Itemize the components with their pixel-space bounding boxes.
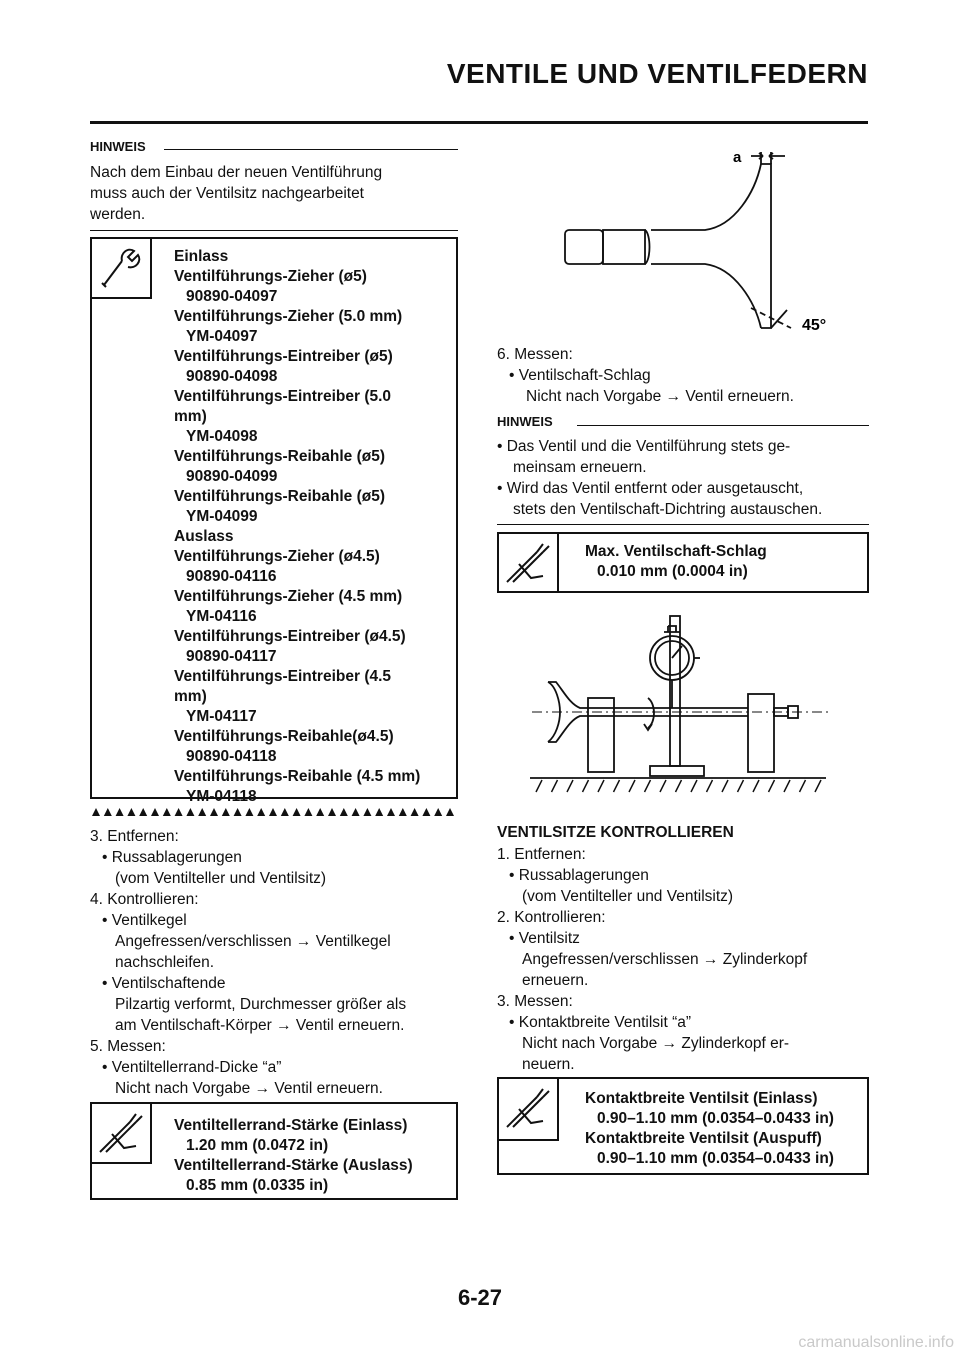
step-text: Nicht nach Vorgabe → Zylinderkopf er-	[522, 1035, 790, 1052]
watermark: carmanualsonline.info	[798, 1334, 954, 1351]
tool-number: 90890-04117	[186, 648, 277, 665]
tool-name: Ventilführungs-Eintreiber (5.0	[174, 388, 392, 405]
ground-hatch	[629, 780, 635, 792]
ground-hatch	[722, 780, 728, 792]
spec-label: Kontaktbreite Ventilsit (Auspuff)	[585, 1130, 822, 1147]
tool-number: YM-04097	[186, 328, 258, 345]
tool-name: Ventilführungs-Zieher (ø4.5)	[174, 548, 380, 565]
spec-label: Kontaktbreite Ventilsit (Einlass)	[585, 1090, 818, 1107]
divider-triangle	[210, 808, 218, 816]
step-heading: 3. Messen:	[497, 993, 573, 1010]
spec-value: 0.90–1.10 mm (0.0354–0.0433 in)	[597, 1150, 834, 1167]
step-heading: 3. Entfernen:	[90, 828, 179, 845]
spec-text	[585, 542, 767, 582]
divider-triangle	[245, 808, 253, 816]
ground-hatch	[691, 780, 697, 792]
step-text: neuern.	[522, 1056, 575, 1073]
step-bullet: • Russablagerungen	[102, 849, 242, 866]
tool-number: 90890-04116	[186, 568, 277, 585]
figure-label-angle: 45°	[802, 317, 827, 334]
note-line: stets den Ventilschaft-Dichtring austauschen.	[513, 501, 823, 518]
divider-triangle	[127, 808, 135, 816]
step-text: erneuern.	[522, 972, 589, 989]
step-text: Nicht nach Vorgabe → Ventil erneuern.	[115, 1080, 383, 1097]
divider-triangle	[163, 808, 171, 816]
note-end-rule	[90, 230, 458, 231]
divider-triangle	[281, 808, 289, 816]
divider-triangle	[151, 808, 159, 816]
note-line: werden.	[90, 206, 146, 223]
tool-number: YM-04118	[186, 788, 257, 805]
divider-triangle	[316, 808, 324, 816]
spec-text	[174, 1116, 413, 1196]
step-heading: 4. Kontrollieren:	[90, 891, 199, 908]
note-text	[497, 436, 822, 520]
tools-list	[174, 247, 420, 807]
spec-value: 0.010 mm (0.0004 in)	[597, 563, 748, 580]
section-heading: VENTILSITZE KONTROLLIEREN	[497, 824, 734, 841]
divider-triangle	[222, 808, 230, 816]
note-rule	[577, 425, 869, 426]
tool-name: Ventilführungs-Zieher (5.0 mm)	[174, 308, 403, 325]
divider-triangle	[186, 808, 194, 816]
ground-hatch	[583, 780, 589, 792]
ground-hatch	[660, 780, 666, 792]
note-end-rule	[497, 524, 869, 525]
ground-hatch	[676, 780, 682, 792]
step-heading: 1. Entfernen:	[497, 846, 586, 863]
tool-name: Ventilführungs-Eintreiber (4.5	[174, 668, 392, 685]
spec-value: 0.85 mm (0.0335 in)	[186, 1177, 329, 1194]
tool-number: 90890-04118	[186, 748, 277, 765]
note-line: • Wird das Ventil entfernt oder ausgetauscht,	[497, 480, 804, 497]
divider-triangle	[116, 808, 124, 816]
divider-triangle	[198, 808, 206, 816]
note-rule	[164, 149, 458, 150]
step-text: (vom Ventilteller und Ventilsitz)	[115, 870, 327, 887]
steps-left	[90, 826, 406, 1099]
step-bullet: • Ventilsitz	[509, 930, 580, 947]
tool-name: Ventilführungs-Reibahle (4.5 mm)	[174, 768, 421, 785]
divider-triangle	[340, 808, 348, 816]
spec-label: Max. Ventilschaft-Schlag	[585, 543, 767, 560]
tool-name: Ventilführungs-Reibahle (ø5)	[174, 448, 385, 465]
step-text: (vom Ventilteller und Ventilsitz)	[522, 888, 734, 905]
step-bullet: • Kontaktbreite Ventilsit “a”	[509, 1014, 692, 1031]
steps-right	[497, 844, 807, 1075]
ground-hatch	[536, 780, 542, 792]
spec-box-margin	[90, 1102, 458, 1200]
step-text: am Ventilschaft-Körper → Ventil erneuern.	[115, 1017, 405, 1034]
tool-name: Ventilführungs-Zieher (ø5)	[174, 268, 367, 285]
spec-box-seat	[497, 1077, 869, 1175]
note-line: Nach dem Einbau der neuen Ventilführung	[90, 164, 383, 181]
runout-figure	[530, 612, 840, 797]
step-text: Pilzartig verformt, Durchmesser größer als	[115, 996, 407, 1013]
tool-group: Auslass	[174, 528, 234, 545]
note-label: HINWEIS	[497, 414, 553, 429]
tool-group: Einlass	[174, 248, 229, 265]
tool-number: 90890-04099	[186, 468, 278, 485]
divider-triangle	[269, 808, 277, 816]
ground-hatch	[815, 780, 821, 792]
ground-hatch	[738, 780, 744, 792]
caliper-icon	[92, 1104, 152, 1164]
spec-value: 0.90–1.10 mm (0.0354–0.0433 in)	[597, 1110, 834, 1127]
tool-number: YM-04117	[186, 708, 257, 725]
divider-triangle	[257, 808, 265, 816]
ground-hatch	[769, 780, 775, 792]
step-heading: 2. Kontrollieren:	[497, 909, 606, 926]
tool-number: 90890-04098	[186, 368, 278, 385]
ground-hatch	[598, 780, 604, 792]
divider-triangle	[411, 808, 419, 816]
step-bullet: • Ventilkegel	[102, 912, 187, 929]
spec-value: 1.20 mm (0.0472 in)	[186, 1137, 329, 1154]
ground-hatch	[567, 780, 573, 792]
tool-name: Ventilführungs-Eintreiber (ø5)	[174, 348, 393, 365]
divider-triangle	[139, 808, 147, 816]
page-title: VENTILE UND VENTILFEDERN	[446, 58, 868, 89]
step-text: Nicht nach Vorgabe → Ventil erneuern.	[526, 388, 794, 405]
divider-triangle	[175, 808, 183, 816]
step-bullet: • Ventilschaftende	[102, 975, 226, 992]
divider-triangle	[293, 808, 301, 816]
step-text: Angefressen/verschlissen → Zylinderkopf	[522, 951, 808, 968]
tool-name: Ventilführungs-Zieher (4.5 mm)	[174, 588, 403, 605]
tool-name: Ventilführungs-Reibahle(ø4.5)	[174, 728, 394, 745]
ground-hatch	[707, 780, 713, 792]
triangle-divider	[90, 807, 458, 817]
figure-label-a: a	[733, 149, 742, 166]
step-bullet: • Ventilschaft-Schlag	[509, 367, 651, 384]
ground-hatch	[552, 780, 558, 792]
divider-triangle	[104, 808, 112, 816]
tool-number: YM-04098	[186, 428, 258, 445]
tool-name: mm)	[174, 408, 207, 425]
tool-name: Ventilführungs-Eintreiber (ø4.5)	[174, 628, 406, 645]
caliper-icon	[499, 1079, 559, 1141]
ground-hatch	[784, 780, 790, 792]
divider-triangle	[387, 808, 395, 816]
spec-text	[585, 1089, 834, 1169]
step-text: nachschleifen.	[115, 954, 215, 971]
divider-triangle	[328, 808, 336, 816]
note-line: muss auch der Ventilsitz nachgearbeitet	[90, 185, 364, 202]
divider-triangle	[352, 808, 360, 816]
ground-hatch	[800, 780, 806, 792]
note-label: HINWEIS	[90, 139, 146, 154]
spec-label: Ventiltellerrand-Stärke (Auslass)	[174, 1157, 413, 1174]
divider-triangle	[399, 808, 407, 816]
step-text: Angefressen/verschlissen → Ventilkegel	[115, 933, 391, 950]
divider-triangle	[422, 808, 430, 816]
spec-box-runout	[497, 532, 869, 593]
tool-name: Ventilführungs-Reibahle (ø5)	[174, 488, 385, 505]
valve-margin-figure	[555, 142, 855, 342]
caliper-icon	[499, 534, 559, 591]
tool-icon	[92, 239, 152, 299]
tool-number: 90890-04097	[186, 288, 278, 305]
ground-hatch	[753, 780, 759, 792]
spec-label: Ventiltellerrand-Stärke (Einlass)	[174, 1117, 408, 1134]
step-bullet: • Russablagerungen	[509, 867, 649, 884]
divider-triangle	[234, 808, 242, 816]
title-rule	[90, 121, 868, 124]
step-heading: 5. Messen:	[90, 1038, 166, 1055]
divider-triangle	[92, 808, 100, 816]
divider-triangle	[446, 808, 454, 816]
note-line: meinsam erneuern.	[513, 459, 647, 476]
note-text	[90, 162, 382, 225]
tools-box	[90, 237, 458, 805]
page-number: 6-27	[457, 1285, 503, 1310]
divider-triangle	[375, 808, 383, 816]
step-bullet: • Ventiltellerrand-Dicke “a”	[102, 1059, 282, 1076]
note-line: • Das Ventil und die Ventilführung stets ge-	[497, 438, 791, 455]
tool-number: YM-04099	[186, 508, 258, 525]
ground-hatch	[614, 780, 620, 792]
divider-triangle	[434, 808, 442, 816]
step-heading: 6. Messen:	[497, 346, 573, 363]
ground-hatch	[645, 780, 651, 792]
step-6	[497, 344, 794, 407]
tool-name: mm)	[174, 688, 207, 705]
divider-triangle	[304, 808, 312, 816]
divider-triangle	[363, 808, 371, 816]
tool-number: YM-04116	[186, 608, 257, 625]
